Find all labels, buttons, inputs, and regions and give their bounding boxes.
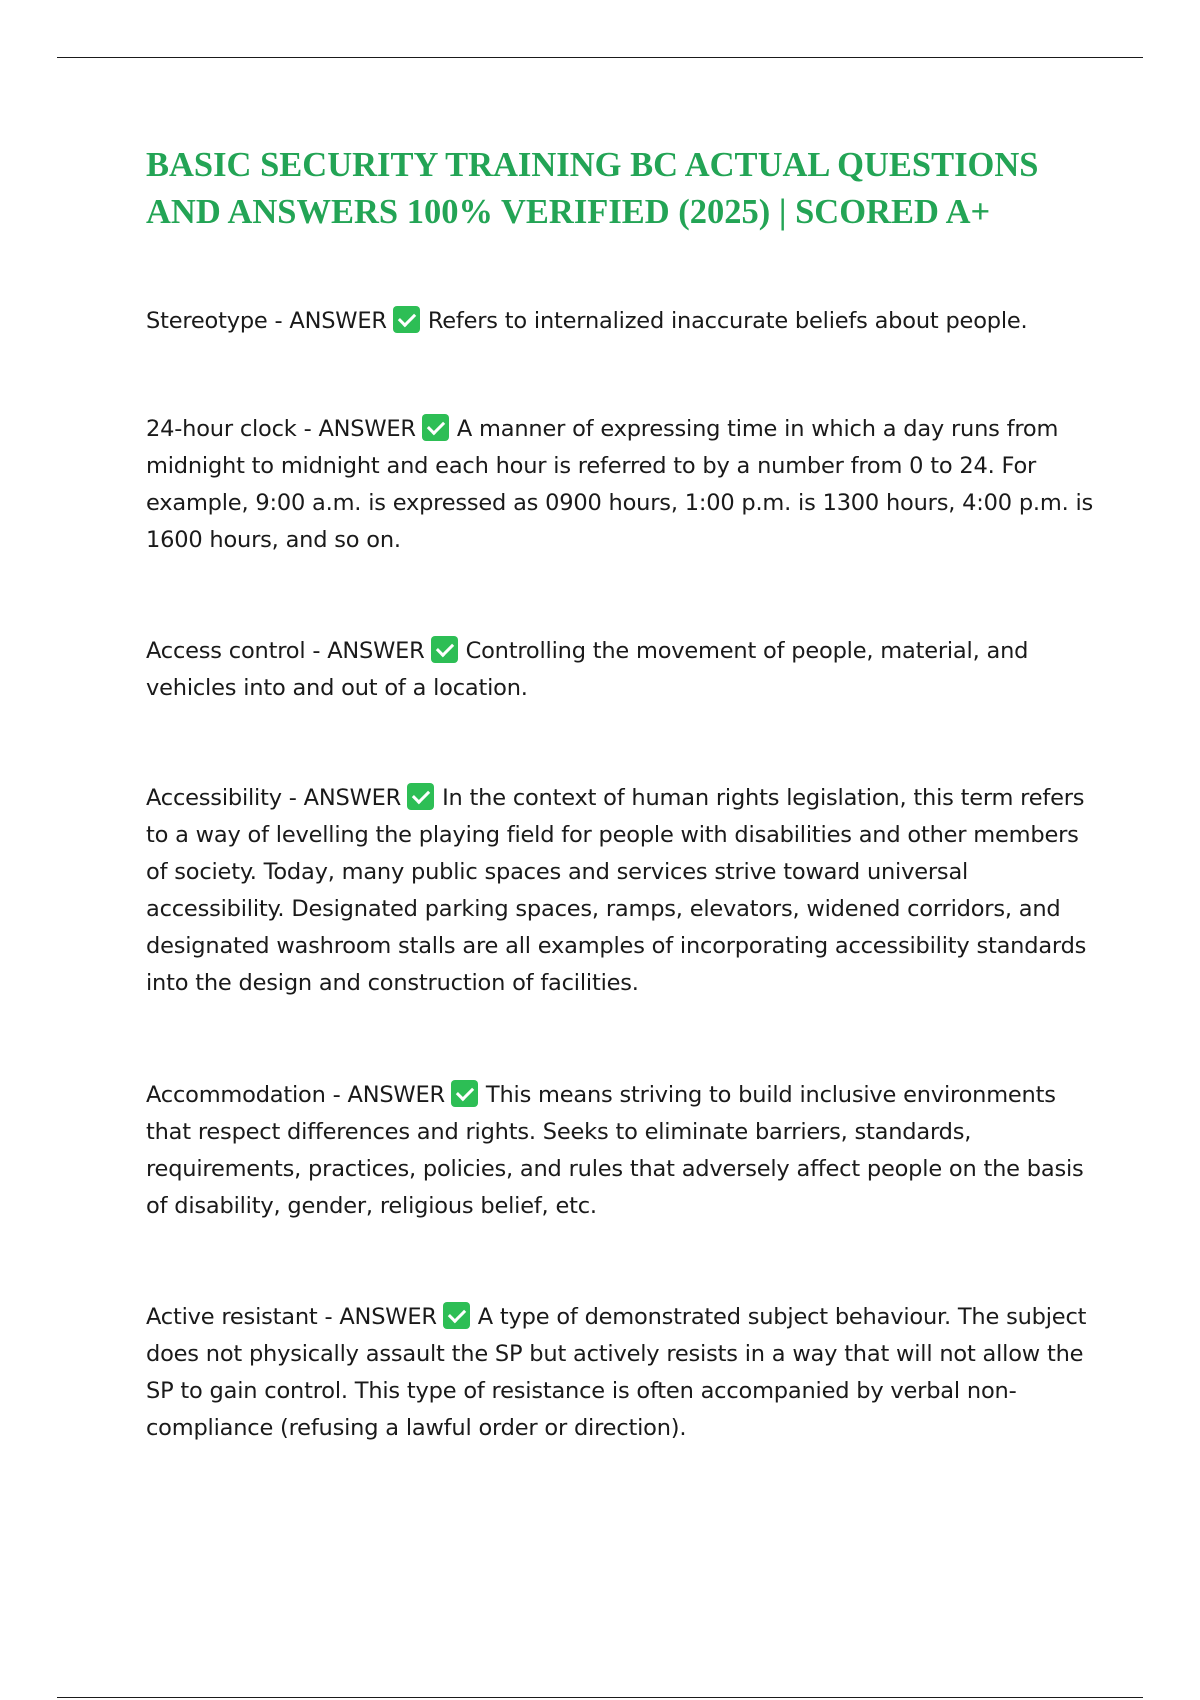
entry-term: 24-hour clock [146, 416, 297, 442]
entry-accommodation [146, 1077, 1096, 1225]
entry-term: Active resistant [146, 1304, 318, 1330]
check-mark-icon [393, 306, 420, 333]
check-mark-icon [431, 636, 458, 663]
entry-definition: Controlling the movement of people, material, and vehicles into and out of a location. [146, 638, 1029, 701]
entry-access-control [146, 633, 1096, 707]
page-title: BASIC SECURITY TRAINING BC ACTUAL QUESTIONS AND ANSWERS 100% VERIFIED (2025) | SCORED A+ [146, 146, 1039, 231]
answer-label: - ANSWER [305, 638, 425, 664]
answer-label: - ANSWER [281, 785, 402, 811]
entry-definition: This means striving to build inclusive environments that respect differences and rights. Seeks to eliminate barriers, standards, requirements, practices, policies, and rules that adversely affect people on the basis of disability, gender, religious belief, etc. [146, 1082, 1084, 1219]
entry-definition: Refers to internalized inaccurate beliefs about people. [427, 308, 1028, 334]
entry-active-resistant [146, 1299, 1096, 1447]
check-mark-icon [451, 1080, 478, 1107]
answer-label: - ANSWER [317, 1304, 437, 1330]
entry-stereotype [146, 303, 1096, 340]
answer-label: - ANSWER [267, 308, 387, 334]
entry-term: Stereotype [146, 308, 268, 334]
check-mark-icon [407, 783, 434, 810]
entry-definition: A manner of expressing time in which a day runs from midnight to midnight and each hour is referred to by a number from 0 to 24. For example, 9:00 a.m. is expressed as 0900 hours, 1:00 p.m. is 1300 hours, 4:00 p.m. is 1600 hours, and so on. [146, 416, 1094, 553]
entry-term: Accommodation [146, 1082, 326, 1108]
entry-term: Accessibility [146, 785, 282, 811]
check-mark-icon [422, 414, 449, 441]
top-rule [57, 57, 1143, 58]
entry-definition: In the context of human rights legislation, this term refers to a way of levelling the playing field for people with disabilities and other members of society. Today, many public spaces and services strive toward universal accessibility. Designated parking spaces, ramps, elevators, widened corridors, and designated washroom stalls are all examples of incorporating accessibility standards into the design and construction of facilities. [146, 785, 1087, 996]
check-mark-icon [443, 1302, 470, 1329]
entry-term: Access control [146, 638, 306, 664]
answer-label: - ANSWER [296, 416, 416, 442]
entry-24-hour-clock [146, 411, 1096, 559]
bottom-rule [57, 1697, 1143, 1698]
entry-accessibility [146, 780, 1096, 1002]
entry-definition: A type of demonstrated subject behaviour. The subject does not physically assault the SP but actively resists in a way that will not allow the SP to gain control. This type of resistance is often accompanied by verbal non-compliance (refusing a lawful order or direction). [146, 1304, 1087, 1441]
answer-label: - ANSWER [325, 1082, 445, 1108]
